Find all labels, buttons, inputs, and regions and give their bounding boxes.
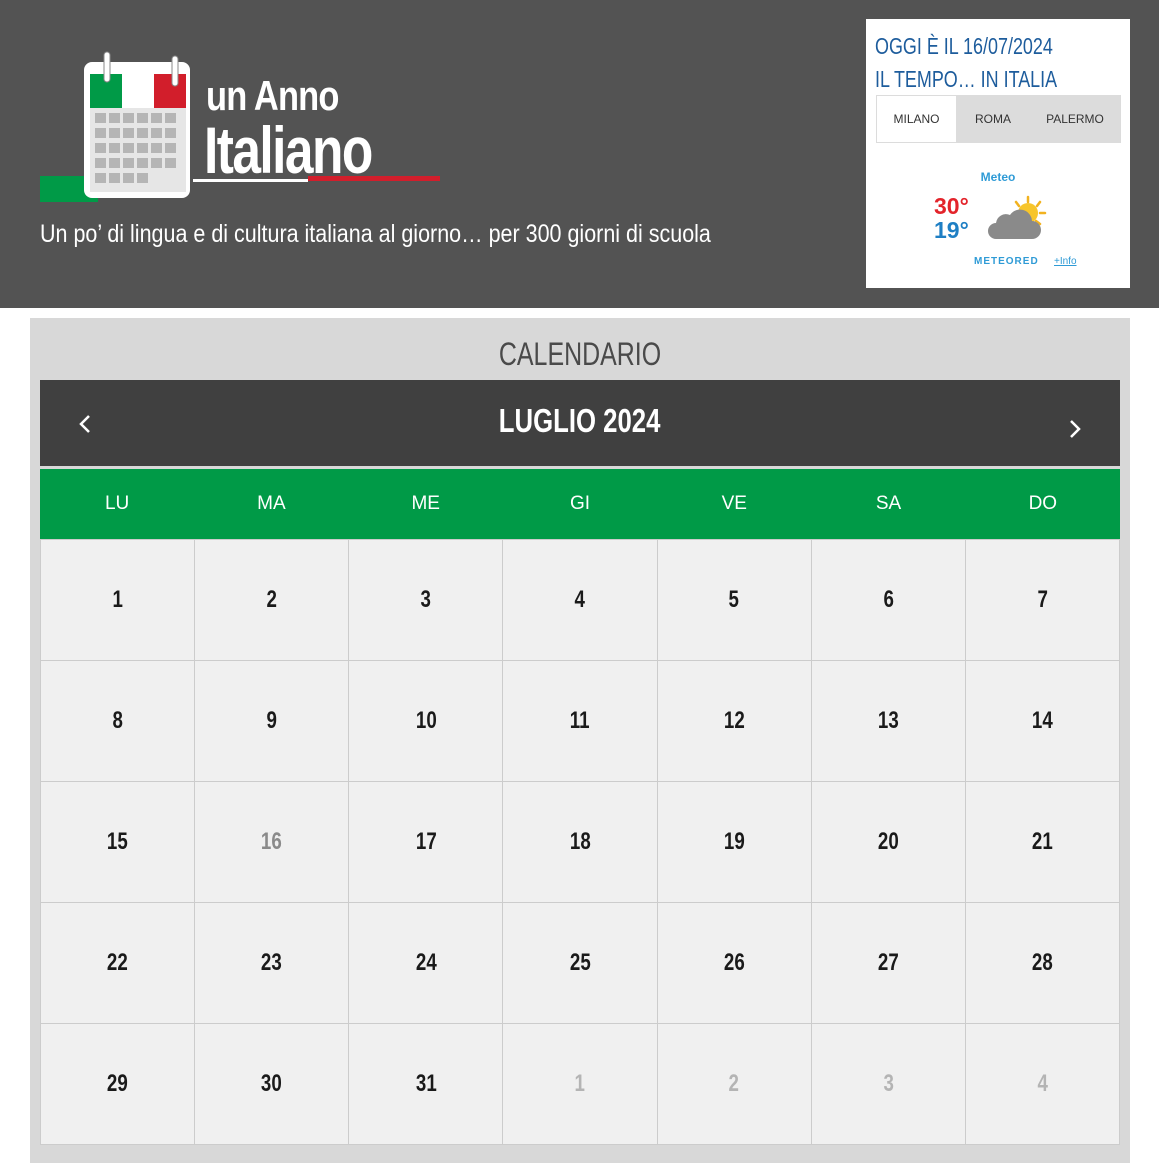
day-number: 17 [415,828,437,855]
calendar-day[interactable] [195,661,349,782]
day-number: 13 [877,707,899,734]
day-number: 18 [569,828,591,855]
day-number: 2 [728,1070,740,1097]
calendar-day[interactable] [658,903,812,1024]
calendar-day[interactable] [812,782,966,903]
calendar-day[interactable] [658,782,812,903]
day-number: 29 [107,1070,128,1097]
tab-milano[interactable]: MILANO [876,95,957,143]
calendar-day[interactable] [41,1024,195,1145]
today-date: OGGI È IL 16/07/2024 [875,33,1053,59]
calendar-day[interactable] [41,782,195,903]
day-number: 2 [266,586,277,613]
weekday-gi: GI [569,493,591,514]
calendar-day[interactable] [349,782,503,903]
cloud-sun-icon [984,195,1048,243]
calendar-panel [30,318,1130,1163]
calendar-title-text: CALENDARIO [498,336,662,372]
calendar-grid [40,539,1120,1145]
day-number: 30 [261,1070,283,1097]
day-number: 21 [1031,828,1053,855]
day-number: 27 [877,949,899,976]
calendar-day[interactable] [41,540,195,661]
temp-max: 30° [934,193,969,219]
chevron-right-icon[interactable] [1060,413,1090,445]
calendar-day[interactable] [966,540,1120,661]
day-number: 28 [1031,949,1053,976]
day-number: 10 [415,707,437,734]
tab-roma[interactable]: ROMA [975,112,1011,126]
calendar-day[interactable] [503,782,657,903]
day-number: 24 [415,949,437,976]
calendar-day[interactable] [812,540,966,661]
calendar-day[interactable] [503,903,657,1024]
calendar-day[interactable] [349,1024,503,1145]
day-number: 5 [728,586,740,613]
calendar-day[interactable] [812,661,966,782]
calendar-day[interactable] [812,903,966,1024]
day-number: 23 [261,949,283,976]
calendar-day-today[interactable] [195,782,349,903]
month-label-text: LUGLIO 2024 [499,402,661,439]
weekday-lu: LU [104,493,130,514]
weather-heading: IL TEMPO… IN ITALIA [875,66,1058,92]
day-number: 6 [883,586,894,613]
calendar-day-next-month[interactable] [966,1024,1120,1145]
calendar-day[interactable] [349,661,503,782]
calendar-day-next-month[interactable] [812,1024,966,1145]
day-number: 9 [266,707,277,734]
calendar-day[interactable] [966,782,1120,903]
calendar-day-next-month[interactable] [658,1024,812,1145]
day-number: 22 [107,949,128,976]
day-number: 11 [570,707,590,734]
calendar-day[interactable] [195,1024,349,1145]
day-number: 14 [1031,707,1053,734]
day-number: 16 [261,828,283,855]
site-tagline: Un po’ di lingua e di cultura italiana al giorno… per 300 giorni di scuola [40,220,711,248]
calendar-day[interactable] [349,540,503,661]
site-header [0,0,1159,308]
calendar-title [30,336,1130,373]
weekday-ma: MA [257,493,286,514]
month-label [40,402,1120,440]
day-number: 3 [883,1070,894,1097]
calendar-day[interactable] [195,540,349,661]
day-number: 31 [415,1070,437,1097]
day-number: 4 [1037,1070,1048,1097]
weather-widget [866,19,1130,288]
day-number: 7 [1037,586,1048,613]
month-navigation [40,380,1120,466]
day-number: 1 [112,586,123,613]
calendar-day[interactable] [41,903,195,1024]
day-number: 26 [723,949,745,976]
calendar-day-next-month[interactable] [503,1024,657,1145]
calendar-day[interactable] [658,661,812,782]
day-number: 25 [569,949,591,976]
calendar-day[interactable] [503,661,657,782]
calendar-day[interactable] [349,903,503,1024]
day-number: 15 [107,828,128,855]
weekday-ve: VE [721,493,747,514]
calendar-day[interactable] [966,903,1120,1024]
logo-title-line2: Italiano [204,113,372,187]
day-number: 12 [723,707,745,734]
calendar-day[interactable] [658,540,812,661]
calendar-day[interactable] [503,540,657,661]
calendar-day[interactable] [966,661,1120,782]
day-number: 1 [574,1070,586,1097]
weekday-header [40,469,1120,539]
logo-title-line1: un Anno [206,72,339,119]
day-number: 19 [723,828,745,855]
tab-palermo[interactable]: PALERMO [1046,112,1104,126]
calendar-day[interactable] [41,661,195,782]
weekday-me: ME [411,493,440,514]
meteo-label: Meteo [980,170,1016,184]
day-number: 3 [420,586,432,613]
day-number: 8 [112,707,123,734]
calendar-day[interactable] [195,903,349,1024]
weekday-sa: SA [875,493,902,514]
temp-min: 19° [934,217,969,243]
meteored-logo[interactable]: METEORED [974,256,1039,267]
city-tabs [876,95,1121,143]
weekday-do: DO [1028,493,1058,514]
day-number: 20 [877,828,899,855]
info-link[interactable]: +Info [1054,256,1077,267]
day-number: 4 [574,586,586,613]
